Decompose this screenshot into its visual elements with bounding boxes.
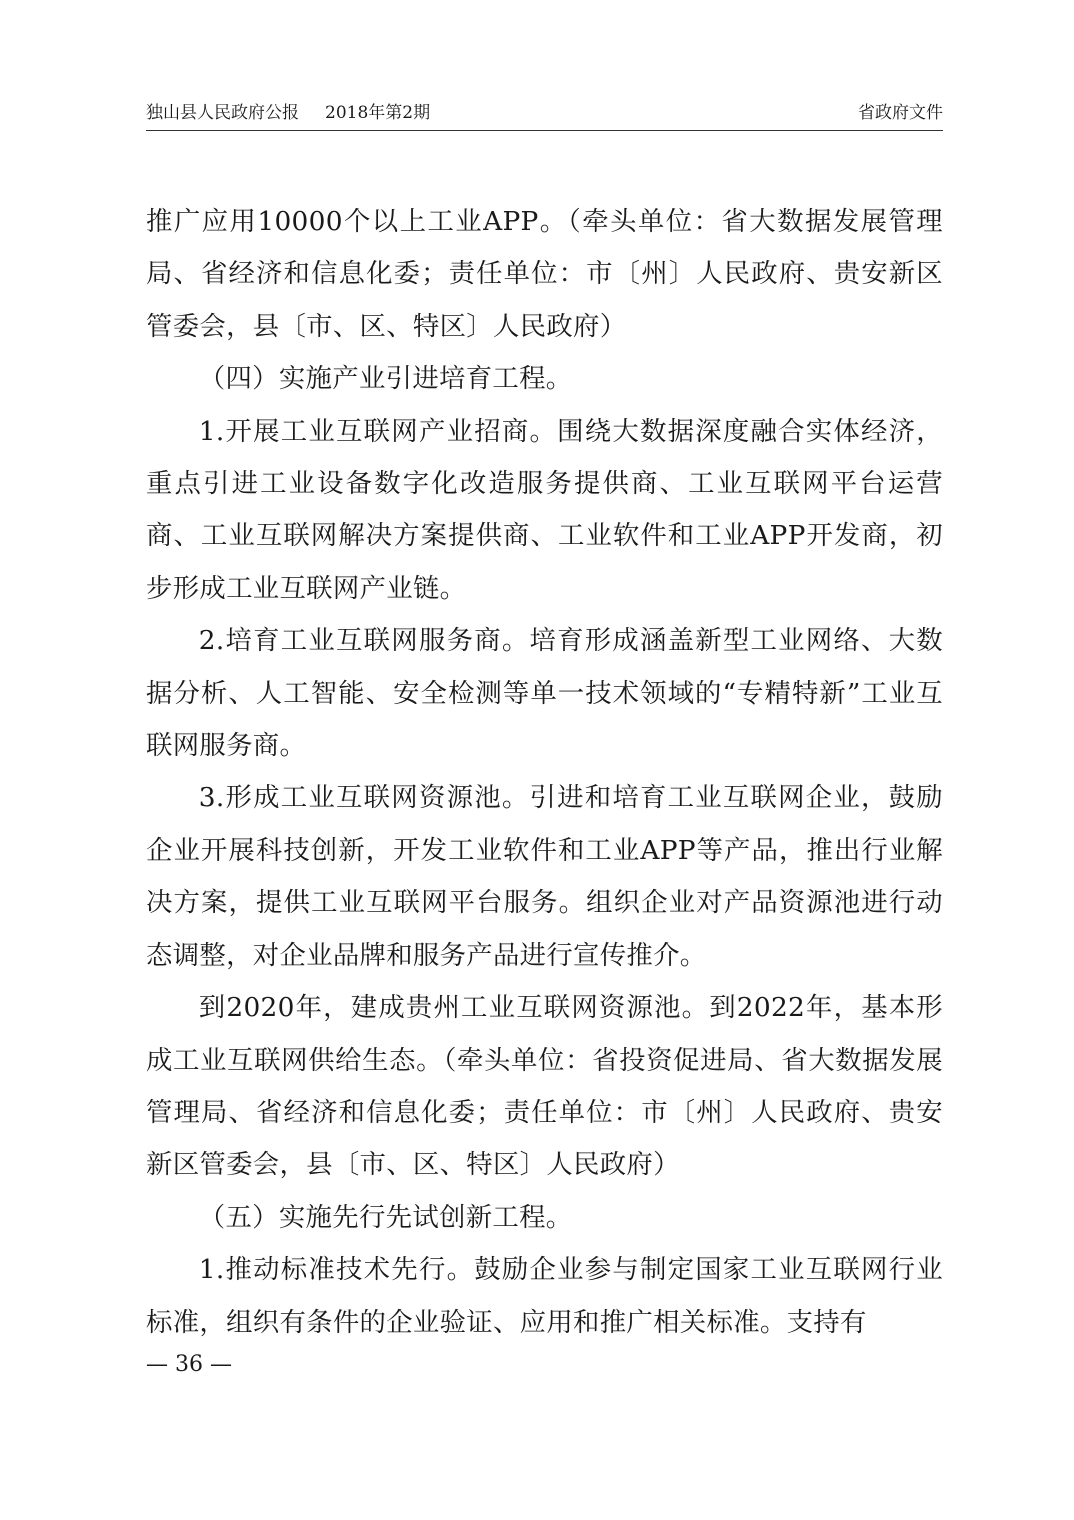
paragraph-item-5-1: 1.推动标准技术先行。鼓励企业参与制定国家工业互联网行业标准，组织有条件的企业验证、应用和推广相关标准。支持有	[146, 1254, 943, 1338]
section-label: 省政府文件	[858, 103, 943, 123]
paragraph-item-1: 1.开展工业互联网产业招商。围绕大数据深度融合实体经济，重点引进工业设备数字化改造服务提供商、工业互联网平台运营商、工业互联网解决方案提供商、工业软件和工业APP开发商，初步形成工业互联网产业链。	[146, 415, 943, 604]
page-number: — 36 —	[146, 1352, 232, 1377]
section-heading-4: （四）实施产业引进培育工程。	[198, 363, 573, 395]
publication-title: 独山县人民政府公报	[146, 103, 299, 123]
header-left	[146, 100, 430, 126]
paragraph-targets: 到2020年，建成贵州工业互联网资源池。到2022年，基本形成工业互联网供给生态。（牵头单位：省投资促进局、省大数据发展管理局、省经济和信息化委；责任单位：市〔州〕人民政府、贵安新区管委会，县〔市、区、特区〕人民政府）	[146, 992, 943, 1181]
paragraph-item-2: 2.培育工业互联网服务商。培育形成涵盖新型工业网络、大数据分析、人工智能、安全检测等单一技术领域的“专精特新”工业互联网服务商。	[146, 625, 943, 762]
issue-label: 2018年第2期	[325, 103, 431, 123]
paragraph-continuation: 推广应用10000个以上工业APP。（牵头单位：省大数据发展管理局、省经济和信息化委；责任单位：市〔州〕人民政府、贵安新区管委会，县〔市、区、特区〕人民政府）	[146, 206, 943, 342]
document-body	[146, 196, 943, 1349]
paragraph-item-3: 3.形成工业互联网资源池。引进和培育工业互联网企业，鼓励企业开展科技创新，开发工业软件和工业APP等产品，推出行业解决方案，提供工业互联网平台服务。组织企业对产品资源池进行动态调整，对企业品牌和服务产品进行宣传推介。	[146, 782, 943, 971]
section-heading-5: （五）实施先行先试创新工程。	[198, 1201, 573, 1233]
page-header	[146, 100, 943, 131]
